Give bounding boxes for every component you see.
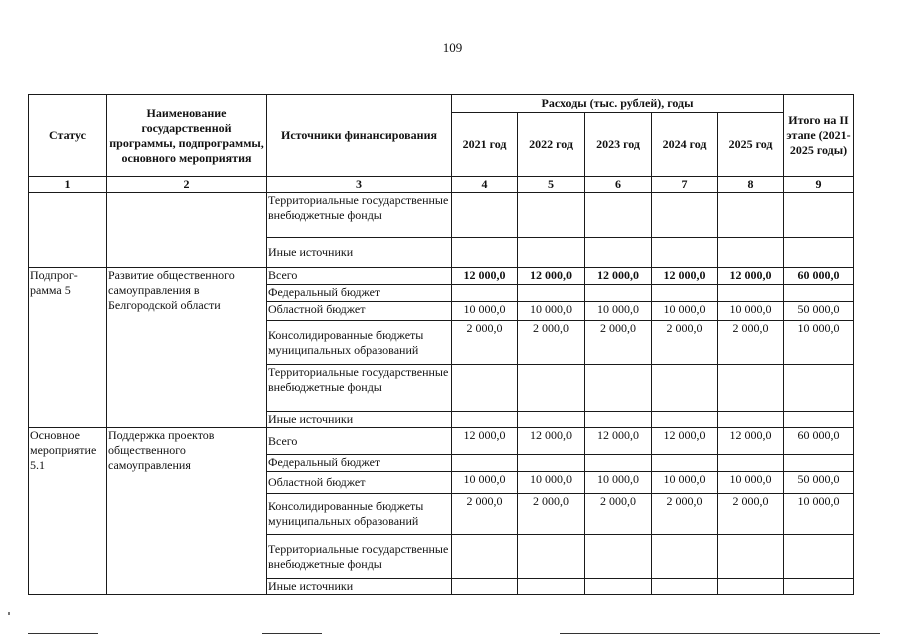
value-cell (518, 285, 585, 302)
value-cell (718, 535, 784, 579)
source-cell: Федеральный бюджет (267, 285, 452, 302)
value-cell: 2 000,0 (718, 321, 784, 365)
total-cell: 60 000,0 (784, 268, 854, 285)
total-cell (784, 285, 854, 302)
value-cell (518, 365, 585, 412)
value-cell: 12 000,0 (718, 428, 784, 455)
total-cell: 60 000,0 (784, 428, 854, 455)
value-cell (518, 455, 585, 472)
value-cell: 12 000,0 (518, 428, 585, 455)
value-cell: 2 000,0 (452, 321, 518, 365)
header-expenses: Расходы (тыс. рублей), годы (452, 95, 784, 113)
header-total: Итого на II этапе (2021-2025 годы) (784, 95, 854, 177)
column-number: 8 (718, 177, 784, 193)
total-cell (784, 412, 854, 428)
table-row (29, 193, 854, 238)
value-cell (518, 412, 585, 428)
source-cell: Областной бюджет (267, 302, 452, 321)
name-cell: Развитие общественного самоуправления в Белгородской области (107, 268, 267, 428)
footer-rule (560, 633, 880, 634)
value-cell (452, 285, 518, 302)
value-cell: 12 000,0 (652, 428, 718, 455)
value-cell (718, 455, 784, 472)
column-number: 1 (29, 177, 107, 193)
value-cell: 12 000,0 (652, 268, 718, 285)
value-cell: 2 000,0 (585, 321, 652, 365)
source-cell: Территориальные государственные внебюджетные фонды (267, 535, 452, 579)
source-cell: Всего (267, 428, 452, 455)
value-cell (652, 535, 718, 579)
value-cell: 2 000,0 (652, 494, 718, 535)
value-cell (585, 535, 652, 579)
value-cell: 10 000,0 (452, 302, 518, 321)
column-number: 5 (518, 177, 585, 193)
value-cell: 2 000,0 (518, 494, 585, 535)
column-number: 2 (107, 177, 267, 193)
name-cell (107, 193, 267, 268)
header-year: 2021 год (452, 113, 518, 177)
value-cell (585, 285, 652, 302)
value-cell: 10 000,0 (718, 302, 784, 321)
source-cell: Иные источники (267, 579, 452, 595)
header-sources: Источники финансирования (267, 95, 452, 177)
column-number: 9 (784, 177, 854, 193)
value-cell: 12 000,0 (585, 268, 652, 285)
source-cell: Всего (267, 268, 452, 285)
header-year: 2022 год (518, 113, 585, 177)
table-row (29, 428, 854, 455)
value-cell: 12 000,0 (452, 268, 518, 285)
source-cell: Консолидированные бюджеты муниципальных образований (267, 321, 452, 365)
column-number: 3 (267, 177, 452, 193)
value-cell: 10 000,0 (585, 302, 652, 321)
total-cell: 10 000,0 (784, 494, 854, 535)
value-cell (452, 579, 518, 595)
page-number: 109 (442, 40, 463, 55)
header-year: 2025 год (718, 113, 784, 177)
budget-table (28, 94, 854, 595)
value-cell: 12 000,0 (452, 428, 518, 455)
total-cell: 10 000,0 (784, 321, 854, 365)
value-cell (585, 579, 652, 595)
value-cell (718, 285, 784, 302)
header-status: Статус (29, 95, 107, 177)
status-cell: Подпрог-рамма 5 (29, 268, 107, 428)
value-cell: 12 000,0 (585, 428, 652, 455)
status-cell (29, 193, 107, 268)
value-cell (718, 365, 784, 412)
value-cell (518, 535, 585, 579)
value-cell (652, 285, 718, 302)
value-cell: 2 000,0 (585, 494, 652, 535)
value-cell (452, 455, 518, 472)
source-cell: Иные источники (267, 238, 452, 268)
value-cell: 10 000,0 (518, 472, 585, 494)
value-cell: 12 000,0 (518, 268, 585, 285)
total-cell (784, 365, 854, 412)
total-cell: 50 000,0 (784, 472, 854, 494)
header-year: 2024 год (652, 113, 718, 177)
source-cell: Территориальные государственные внебюджетные фонды (267, 365, 452, 412)
column-number: 7 (652, 177, 718, 193)
value-cell: 12 000,0 (718, 268, 784, 285)
column-number: 6 (585, 177, 652, 193)
total-cell (784, 535, 854, 579)
value-cell: 2 000,0 (718, 494, 784, 535)
value-cell (652, 412, 718, 428)
value-cell (452, 365, 518, 412)
value-cell: 10 000,0 (652, 472, 718, 494)
source-cell: Консолидированные бюджеты муниципальных образований (267, 494, 452, 535)
footer-rule (28, 633, 98, 634)
status-cell: Основное мероприятие 5.1 (29, 428, 107, 595)
value-cell: 2 000,0 (452, 494, 518, 535)
value-cell (585, 365, 652, 412)
source-cell: Иные источники (267, 412, 452, 428)
scan-mark (8, 612, 10, 615)
value-cell (585, 412, 652, 428)
value-cell (452, 412, 518, 428)
total-cell (784, 455, 854, 472)
table-row (29, 268, 854, 285)
footer-rule (262, 633, 322, 634)
source-cell: Областной бюджет (267, 472, 452, 494)
value-cell: 10 000,0 (652, 302, 718, 321)
header-year: 2023 год (585, 113, 652, 177)
value-cell: 2 000,0 (518, 321, 585, 365)
column-number: 4 (452, 177, 518, 193)
source-cell: Территориальные государственные внебюджетные фонды (267, 193, 452, 238)
value-cell (585, 455, 652, 472)
value-cell: 2 000,0 (652, 321, 718, 365)
value-cell: 10 000,0 (718, 472, 784, 494)
value-cell (718, 412, 784, 428)
header-name: Наименование государственной программы, подпрограммы, основного мероприятия (107, 95, 267, 177)
value-cell (452, 535, 518, 579)
value-cell (518, 579, 585, 595)
value-cell: 10 000,0 (518, 302, 585, 321)
value-cell: 10 000,0 (452, 472, 518, 494)
source-cell: Федеральный бюджет (267, 455, 452, 472)
total-cell: 50 000,0 (784, 302, 854, 321)
value-cell (652, 455, 718, 472)
name-cell: Поддержка проектов общественного самоуправления (107, 428, 267, 595)
value-cell (718, 579, 784, 595)
total-cell (784, 579, 854, 595)
value-cell (652, 579, 718, 595)
value-cell: 10 000,0 (585, 472, 652, 494)
value-cell (652, 365, 718, 412)
